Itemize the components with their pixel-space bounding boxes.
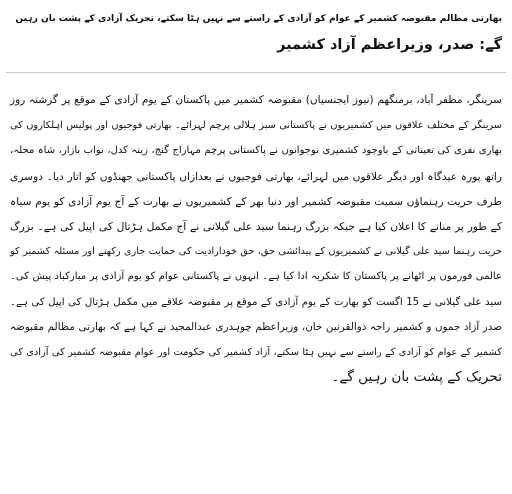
body-line: عالمی فورموں پر اٹھانے پر پاکستان کا شکریہ ادا کیا ہے۔ انہوں نے پاکستانی عوام کو یوم آزادی پر مبارکباد پیش کی۔: [10, 271, 502, 283]
headline-line: گے: صدر، وزیراعظم آزاد کشمیر: [277, 37, 502, 53]
article-body: [10, 88, 502, 390]
headline-divider: [6, 72, 506, 73]
body-line: راتھ پورہ عیدگاہ اور دیگر علاقوں میں لہرائے، بھارتی فوجیوں نے بعدازاں پاکستانی جھنڈوں کو اتار دیا۔ دوسری: [10, 169, 502, 183]
body-line: صدر آزاد جموں و کشمیر راجہ ذوالقرنین خان، وزیراعظم چوہدری عبدالمجید نے کہا ہے کہ بھارتی مظالم مقبوضہ: [10, 320, 502, 333]
body-line: کے طور پر منانے کا اعلان کیا ہے جبکہ بزرگ رہنما سید علی گیلانی نے آج مکمل ہڑتال کی اپیل کی ہے۔ بزرگ: [10, 220, 502, 234]
body-line: تحریک کے پشت بان رہیں گے۔: [331, 369, 502, 386]
body-line: سرینگر کے مختلف علاقوں میں کشمیریوں نے پاکستانی سبز ہلالی پرچم لہرائے۔ بھارتی فوجیوں اور پولیس اہلکاروں کی: [10, 120, 502, 132]
body-line: سرینگر، مظفر آباد، برمنگھم (نیوز ایجنسیاں) مقبوضہ کشمیر میں پاکستان کے یوم آزادی کے موقع پر گزشتہ روز: [10, 94, 502, 106]
body-line: کشمیر کے عوام کو آزادی کے راستے سے نہیں ہٹا سکتے، آزاد کشمیر کی حکومت اور عوام مقبوضہ کشمیر کی آزادی کی: [10, 347, 502, 359]
body-line: طرف حریت رہنماؤں سمیت مقبوضہ کشمیر اور دنیا بھر کے کشمیریوں نے بھارت کے آج یوم آزادی کو یوم سیاہ: [10, 194, 502, 208]
headline-line: بھارتی مظالم مقبوضہ کشمیر کے عوام کو آزادی کے راستے سے نہیں ہٹا سکتے، تحریک آزادی کے پشت بان رہیں: [15, 14, 502, 24]
article-headline: [10, 6, 502, 58]
body-line: حریت رہنما سید علی گیلانی نے کشمیریوں کے پیدائشی حق، حق خودارادیت کی حمایت جاری رکھنے اور مسئلہ کشمیر کو: [10, 246, 502, 258]
body-line: سید علی گیلانی نے 15 اگست کو بھارت کے یوم آزادی کے موقع پر مقبوضہ علاقے میں مکمل ہڑتال کی اپیل کی ہے۔: [10, 296, 502, 308]
body-line: بھاری نفری کی تعیناتی کے باوجود کشمیری نوجوانوں نے پاکستانی پرچم مہاراج گنج، زینہ کدل، نواب بازار، شاہ محلہ،: [10, 145, 502, 157]
